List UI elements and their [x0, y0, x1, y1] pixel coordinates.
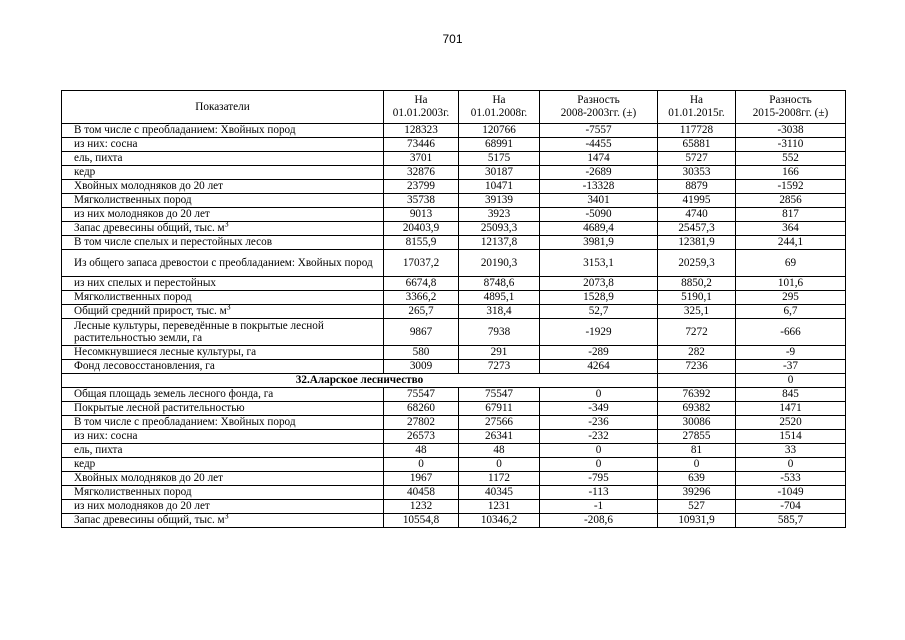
row-label: Несомкнувшиеся лесные культуры, га [62, 346, 384, 360]
cell-v3: 1474 [540, 152, 658, 166]
row-label: из них молодняков до 20 лет [62, 208, 384, 222]
cell-v1: 6674,8 [384, 277, 459, 291]
row-label: В том числе с преобладанием: Хвойных пород [62, 124, 384, 138]
cell-v4: 5190,1 [658, 291, 736, 305]
cell-v1: 17037,2 [384, 250, 459, 277]
cell-v2: 1172 [459, 472, 540, 486]
cell-v4: 69382 [658, 402, 736, 416]
section-row [62, 374, 846, 388]
cell-v2: 7938 [459, 319, 540, 346]
cell-v1: 27802 [384, 416, 459, 430]
cell-v3: -2689 [540, 166, 658, 180]
cell-v5: -666 [736, 319, 846, 346]
cell-v3: 3981,9 [540, 236, 658, 250]
row-label: Покрытые лесной растительностью [62, 402, 384, 416]
cell-v4: 0 [658, 458, 736, 472]
cell-v1: 48 [384, 444, 459, 458]
section-diff-value: 0 [736, 374, 846, 388]
cell-v3: 0 [540, 388, 658, 402]
cell-v2: 40345 [459, 486, 540, 500]
cell-v3: -289 [540, 346, 658, 360]
cell-v4: 527 [658, 500, 736, 514]
cell-v4: 25457,3 [658, 222, 736, 236]
section-empty-cell [658, 374, 736, 388]
cell-v2: 20190,3 [459, 250, 540, 277]
cell-v4: 8879 [658, 180, 736, 194]
cell-v1: 20403,9 [384, 222, 459, 236]
cell-v1: 9013 [384, 208, 459, 222]
cell-v1: 0 [384, 458, 459, 472]
cell-v1: 3366,2 [384, 291, 459, 305]
cell-v5: 2520 [736, 416, 846, 430]
cell-v5: 0 [736, 458, 846, 472]
table-row [62, 124, 846, 138]
cell-v1: 73446 [384, 138, 459, 152]
cell-v5: -9 [736, 346, 846, 360]
cell-v3: -349 [540, 402, 658, 416]
cell-v4: 8850,2 [658, 277, 736, 291]
cell-v2: 291 [459, 346, 540, 360]
cell-v1: 35738 [384, 194, 459, 208]
cell-v2: 48 [459, 444, 540, 458]
table-row [62, 500, 846, 514]
table-row [62, 416, 846, 430]
cell-v5: 295 [736, 291, 846, 305]
cell-v4: 41995 [658, 194, 736, 208]
row-label: Из общего запаса древостои с преобладанием: Хвойных пород [62, 250, 384, 277]
cell-v5: 552 [736, 152, 846, 166]
cell-v1: 3009 [384, 360, 459, 374]
unit-superscript: 3 [224, 219, 229, 229]
cell-v4: 5727 [658, 152, 736, 166]
cell-v2: 75547 [459, 388, 540, 402]
cell-v2: 0 [459, 458, 540, 472]
table-row [62, 360, 846, 374]
cell-v5: 69 [736, 250, 846, 277]
table-row [62, 180, 846, 194]
table-row [62, 430, 846, 444]
cell-v3: 3401 [540, 194, 658, 208]
cell-v1: 1232 [384, 500, 459, 514]
table-row [62, 277, 846, 291]
row-label: Хвойных молодняков до 20 лет [62, 472, 384, 486]
cell-v4: 639 [658, 472, 736, 486]
table-row [62, 388, 846, 402]
cell-v4: 65881 [658, 138, 736, 152]
table-row [62, 402, 846, 416]
table-row [62, 305, 846, 319]
cell-v4: 27855 [658, 430, 736, 444]
row-label: Хвойных молодняков до 20 лет [62, 180, 384, 194]
cell-v1: 10554,8 [384, 514, 459, 528]
cell-v2: 30187 [459, 166, 540, 180]
table-row [62, 152, 846, 166]
cell-v1: 9867 [384, 319, 459, 346]
cell-v3: 1528,9 [540, 291, 658, 305]
cell-v1: 580 [384, 346, 459, 360]
row-label: В том числе с преобладанием: Хвойных пород [62, 416, 384, 430]
page-number: 701 [442, 32, 463, 46]
unit-superscript: 3 [224, 511, 229, 521]
cell-v4: 76392 [658, 388, 736, 402]
cell-v3: 52,7 [540, 305, 658, 319]
header-2015: На 01.01.2015г. [658, 91, 736, 124]
cell-v1: 128323 [384, 124, 459, 138]
cell-v5: -3110 [736, 138, 846, 152]
cell-v4: 7236 [658, 360, 736, 374]
table-row [62, 138, 846, 152]
cell-v2: 67911 [459, 402, 540, 416]
cell-v5: 101,6 [736, 277, 846, 291]
table-row [62, 514, 846, 528]
cell-v4: 39296 [658, 486, 736, 500]
cell-v4: 7272 [658, 319, 736, 346]
table-row [62, 194, 846, 208]
cell-v2: 5175 [459, 152, 540, 166]
cell-v3: -208,6 [540, 514, 658, 528]
cell-v2: 25093,3 [459, 222, 540, 236]
cell-v3: -232 [540, 430, 658, 444]
cell-v2: 10471 [459, 180, 540, 194]
cell-v1: 8155,9 [384, 236, 459, 250]
cell-v1: 68260 [384, 402, 459, 416]
cell-v3: 4689,4 [540, 222, 658, 236]
row-label: В том числе спелых и перестойных лесов [62, 236, 384, 250]
cell-v5: 1514 [736, 430, 846, 444]
cell-v4: 20259,3 [658, 250, 736, 277]
cell-v3: 3153,1 [540, 250, 658, 277]
cell-v4: 325,1 [658, 305, 736, 319]
cell-v5: 166 [736, 166, 846, 180]
cell-v2: 7273 [459, 360, 540, 374]
cell-v4: 30353 [658, 166, 736, 180]
cell-v4: 81 [658, 444, 736, 458]
cell-v2: 27566 [459, 416, 540, 430]
row-label: Фонд лесовосстановления, га [62, 360, 384, 374]
table-row [62, 319, 846, 346]
header-2008: На 01.01.2008г. [459, 91, 540, 124]
cell-v4: 4740 [658, 208, 736, 222]
table-row [62, 222, 846, 236]
cell-v1: 26573 [384, 430, 459, 444]
table-row [62, 166, 846, 180]
row-label: из них молодняков до 20 лет [62, 500, 384, 514]
cell-v5: 1471 [736, 402, 846, 416]
header-diff-2015-2008: Разность 2015-2008гг. (±) [736, 91, 846, 124]
row-label: ель, пихта [62, 152, 384, 166]
cell-v3: 2073,8 [540, 277, 658, 291]
cell-v3: 4264 [540, 360, 658, 374]
cell-v5: -1049 [736, 486, 846, 500]
cell-v2: 12137,8 [459, 236, 540, 250]
table-row [62, 486, 846, 500]
forest-fund-table [61, 90, 846, 528]
cell-v4: 30086 [658, 416, 736, 430]
cell-v2: 3923 [459, 208, 540, 222]
cell-v5: 33 [736, 444, 846, 458]
cell-v1: 1967 [384, 472, 459, 486]
cell-v5: 845 [736, 388, 846, 402]
row-label: Мягколиственных пород [62, 194, 384, 208]
cell-v1: 40458 [384, 486, 459, 500]
cell-v5: -533 [736, 472, 846, 486]
cell-v1: 32876 [384, 166, 459, 180]
unit-superscript: 3 [226, 302, 231, 312]
cell-v2: 26341 [459, 430, 540, 444]
table-row [62, 458, 846, 472]
row-label: из них: сосна [62, 430, 384, 444]
cell-v2: 318,4 [459, 305, 540, 319]
cell-v2: 120766 [459, 124, 540, 138]
header-diff-2008-2003: Разность 2008-2003гг. (±) [540, 91, 658, 124]
cell-v3: -13328 [540, 180, 658, 194]
table-row [62, 472, 846, 486]
cell-v3: -1 [540, 500, 658, 514]
cell-v5: 364 [736, 222, 846, 236]
cell-v4: 12381,9 [658, 236, 736, 250]
row-label: Общий средний прирост, тыс. $м^3$ [62, 305, 384, 319]
cell-v3: -5090 [540, 208, 658, 222]
table-row [62, 208, 846, 222]
cell-v5: 817 [736, 208, 846, 222]
cell-v3: -795 [540, 472, 658, 486]
cell-v2: 10346,2 [459, 514, 540, 528]
cell-v2: 1231 [459, 500, 540, 514]
row-label: ель, пихта [62, 444, 384, 458]
row-label: из них: сосна [62, 138, 384, 152]
cell-v3: 0 [540, 458, 658, 472]
row-label: Лесные культуры, переведённые в покрытые лесной растительностью земли, га [62, 319, 384, 346]
cell-v5: 2856 [736, 194, 846, 208]
cell-v1: 75547 [384, 388, 459, 402]
cell-v5: 6,7 [736, 305, 846, 319]
cell-v5: -704 [736, 500, 846, 514]
row-label: Запас древесины общий, тыс. $м^3$ [62, 222, 384, 236]
cell-v3: -1929 [540, 319, 658, 346]
row-label: кедр [62, 458, 384, 472]
section-title: 32.Аларское лесничество [62, 374, 658, 388]
table-row [62, 291, 846, 305]
table-row [62, 236, 846, 250]
cell-v1: 3701 [384, 152, 459, 166]
header-indicators: Показатели [62, 91, 384, 124]
cell-v2: 39139 [459, 194, 540, 208]
cell-v3: -7557 [540, 124, 658, 138]
cell-v5: 585,7 [736, 514, 846, 528]
cell-v4: 10931,9 [658, 514, 736, 528]
table-header [62, 91, 846, 124]
cell-v4: 282 [658, 346, 736, 360]
table-row [62, 250, 846, 277]
row-label: Мягколиственных пород [62, 291, 384, 305]
cell-v1: 265,7 [384, 305, 459, 319]
section-row-group [62, 374, 846, 388]
cell-v3: 0 [540, 444, 658, 458]
row-label: кедр [62, 166, 384, 180]
cell-v3: -236 [540, 416, 658, 430]
table-row [62, 346, 846, 360]
table-body-lower [62, 388, 846, 528]
cell-v3: -4455 [540, 138, 658, 152]
cell-v5: -37 [736, 360, 846, 374]
cell-v4: 117728 [658, 124, 736, 138]
table-row [62, 444, 846, 458]
cell-v5: 244,1 [736, 236, 846, 250]
row-label: из них спелых и перестойных [62, 277, 384, 291]
row-label: Запас древесины общий, тыс. $м^3$ [62, 514, 384, 528]
table-body-upper [62, 124, 846, 374]
cell-v5: -1592 [736, 180, 846, 194]
cell-v2: 4895,1 [459, 291, 540, 305]
header-2003: На 01.01.2003г. [384, 91, 459, 124]
cell-v2: 68991 [459, 138, 540, 152]
row-label: Общая площадь земель лесного фонда, га [62, 388, 384, 402]
cell-v3: -113 [540, 486, 658, 500]
cell-v1: 23799 [384, 180, 459, 194]
cell-v2: 8748,6 [459, 277, 540, 291]
cell-v5: -3038 [736, 124, 846, 138]
row-label: Мягколиственных пород [62, 486, 384, 500]
